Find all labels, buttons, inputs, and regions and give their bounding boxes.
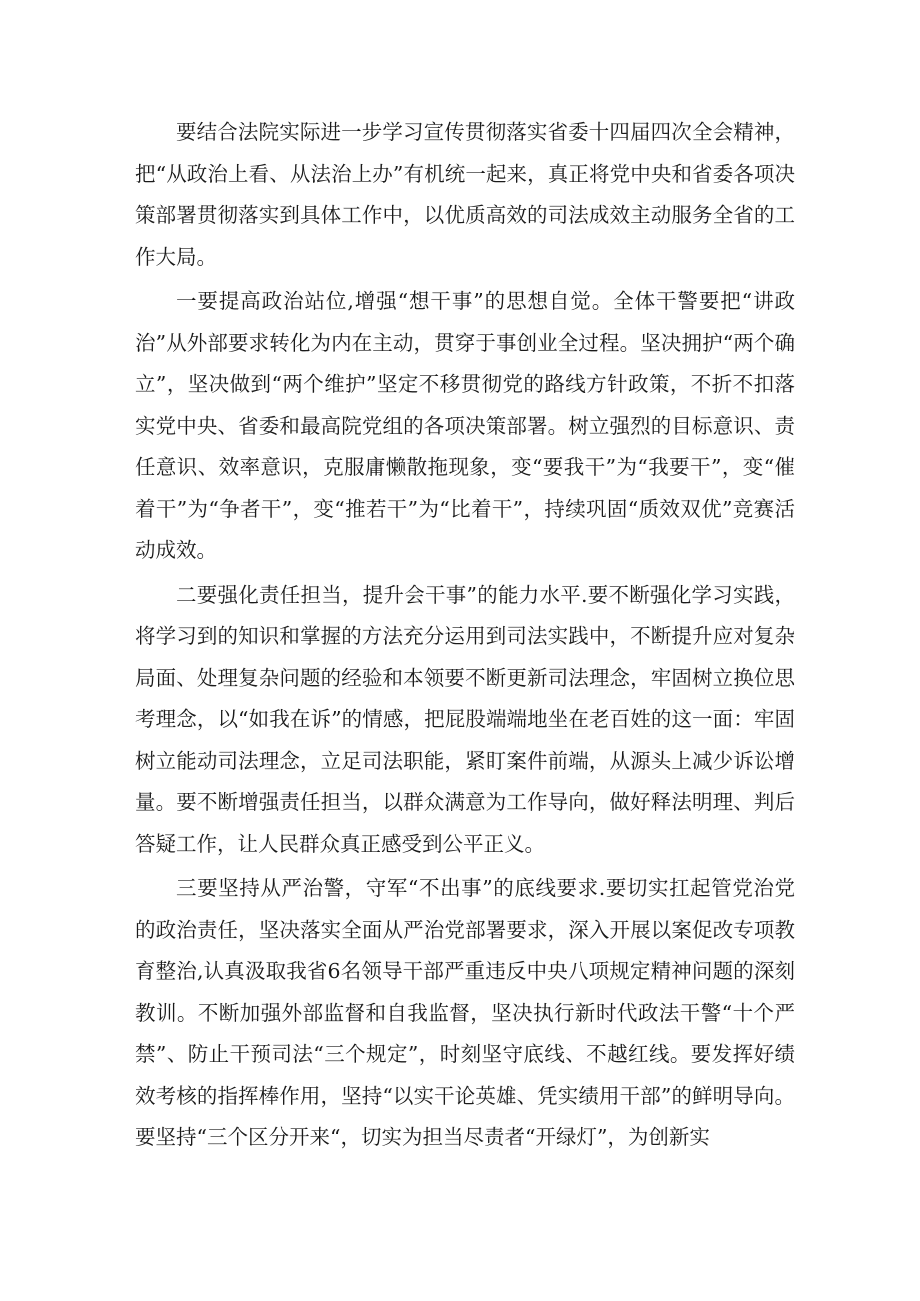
paragraph-political-stance: 一要提高政治站位,增强“想干事”的思想自觉。全体干警要把“讲政治”从外部要求转化为内在主动，贯穿于事创业全过程。坚决拥护“两个确立”，坚决做到“两个维护”坚定不移贯彻党的路线方针政策，不折不扣落实党中央、省委和最高院党组的各项决策部署。树立强烈的目标意识、责任意识、效率意识，克服庸懒散拖现象，变“要我干”为“我要干”，变“催着干”为“争者干”，变“推若干”为“比着干”，持续巩固“质效双优”竞赛活动成效。 bbox=[135, 289, 795, 562]
paragraph-intro: 要结合法院实际进一步学习宣传贯彻落实省委十四届四次全会精神，把“从政治上看、从法治上办”有机统一起来，真正将党中央和省委各项决策部署贯彻落实到具体工作中，以优质高效的司法成效主动服务全省的工作大局。 bbox=[135, 120, 795, 269]
paragraph-strict-governance: 三要坚持从严治警，守军“不出事”的底线要求.要切实扛起管党治党的政治责任，坚决落实全面从严治党部署要求，深入开展以案促改专项教育整治,认真汲取我省6名领导干部严重违反中央八项规定精神问题的深刻教训。不断加强外部监督和自我监督，坚决执行新时代政法干警“十个严禁”、防止干预司法“三个规定”，时刻坚守底线、不越红线。要发挥好绩效考核的指挥棒作用，坚持“以实干论英雄、凭实绩用干部”的鲜明导向。要坚持“三个区分开来“，切实为担当尽责者“开绿灯”，为创新实 bbox=[135, 876, 795, 1149]
document-body bbox=[135, 112, 795, 1162]
paragraph-responsibility: 二要强化责任担当，提升会干事”的能力水平.要不断强化学习实践，将学习到的知识和掌握的方法充分运用到司法实践中，不断提升应对复杂局面、处理复杂问题的经验和本领要不断更新司法理念，牢固树立换位思考理念，以“如我在诉”的情感，把屁股端端地坐在老百姓的这一面：牢固树立能动司法理念，立足司法职能，紧盯案件前端，从源头上减少诉讼增量。要不断增强责任担当，以群众满意为工作导向，做好释法明理、判后答疑工作，让人民群众真正感受到公平正义。 bbox=[135, 582, 795, 856]
